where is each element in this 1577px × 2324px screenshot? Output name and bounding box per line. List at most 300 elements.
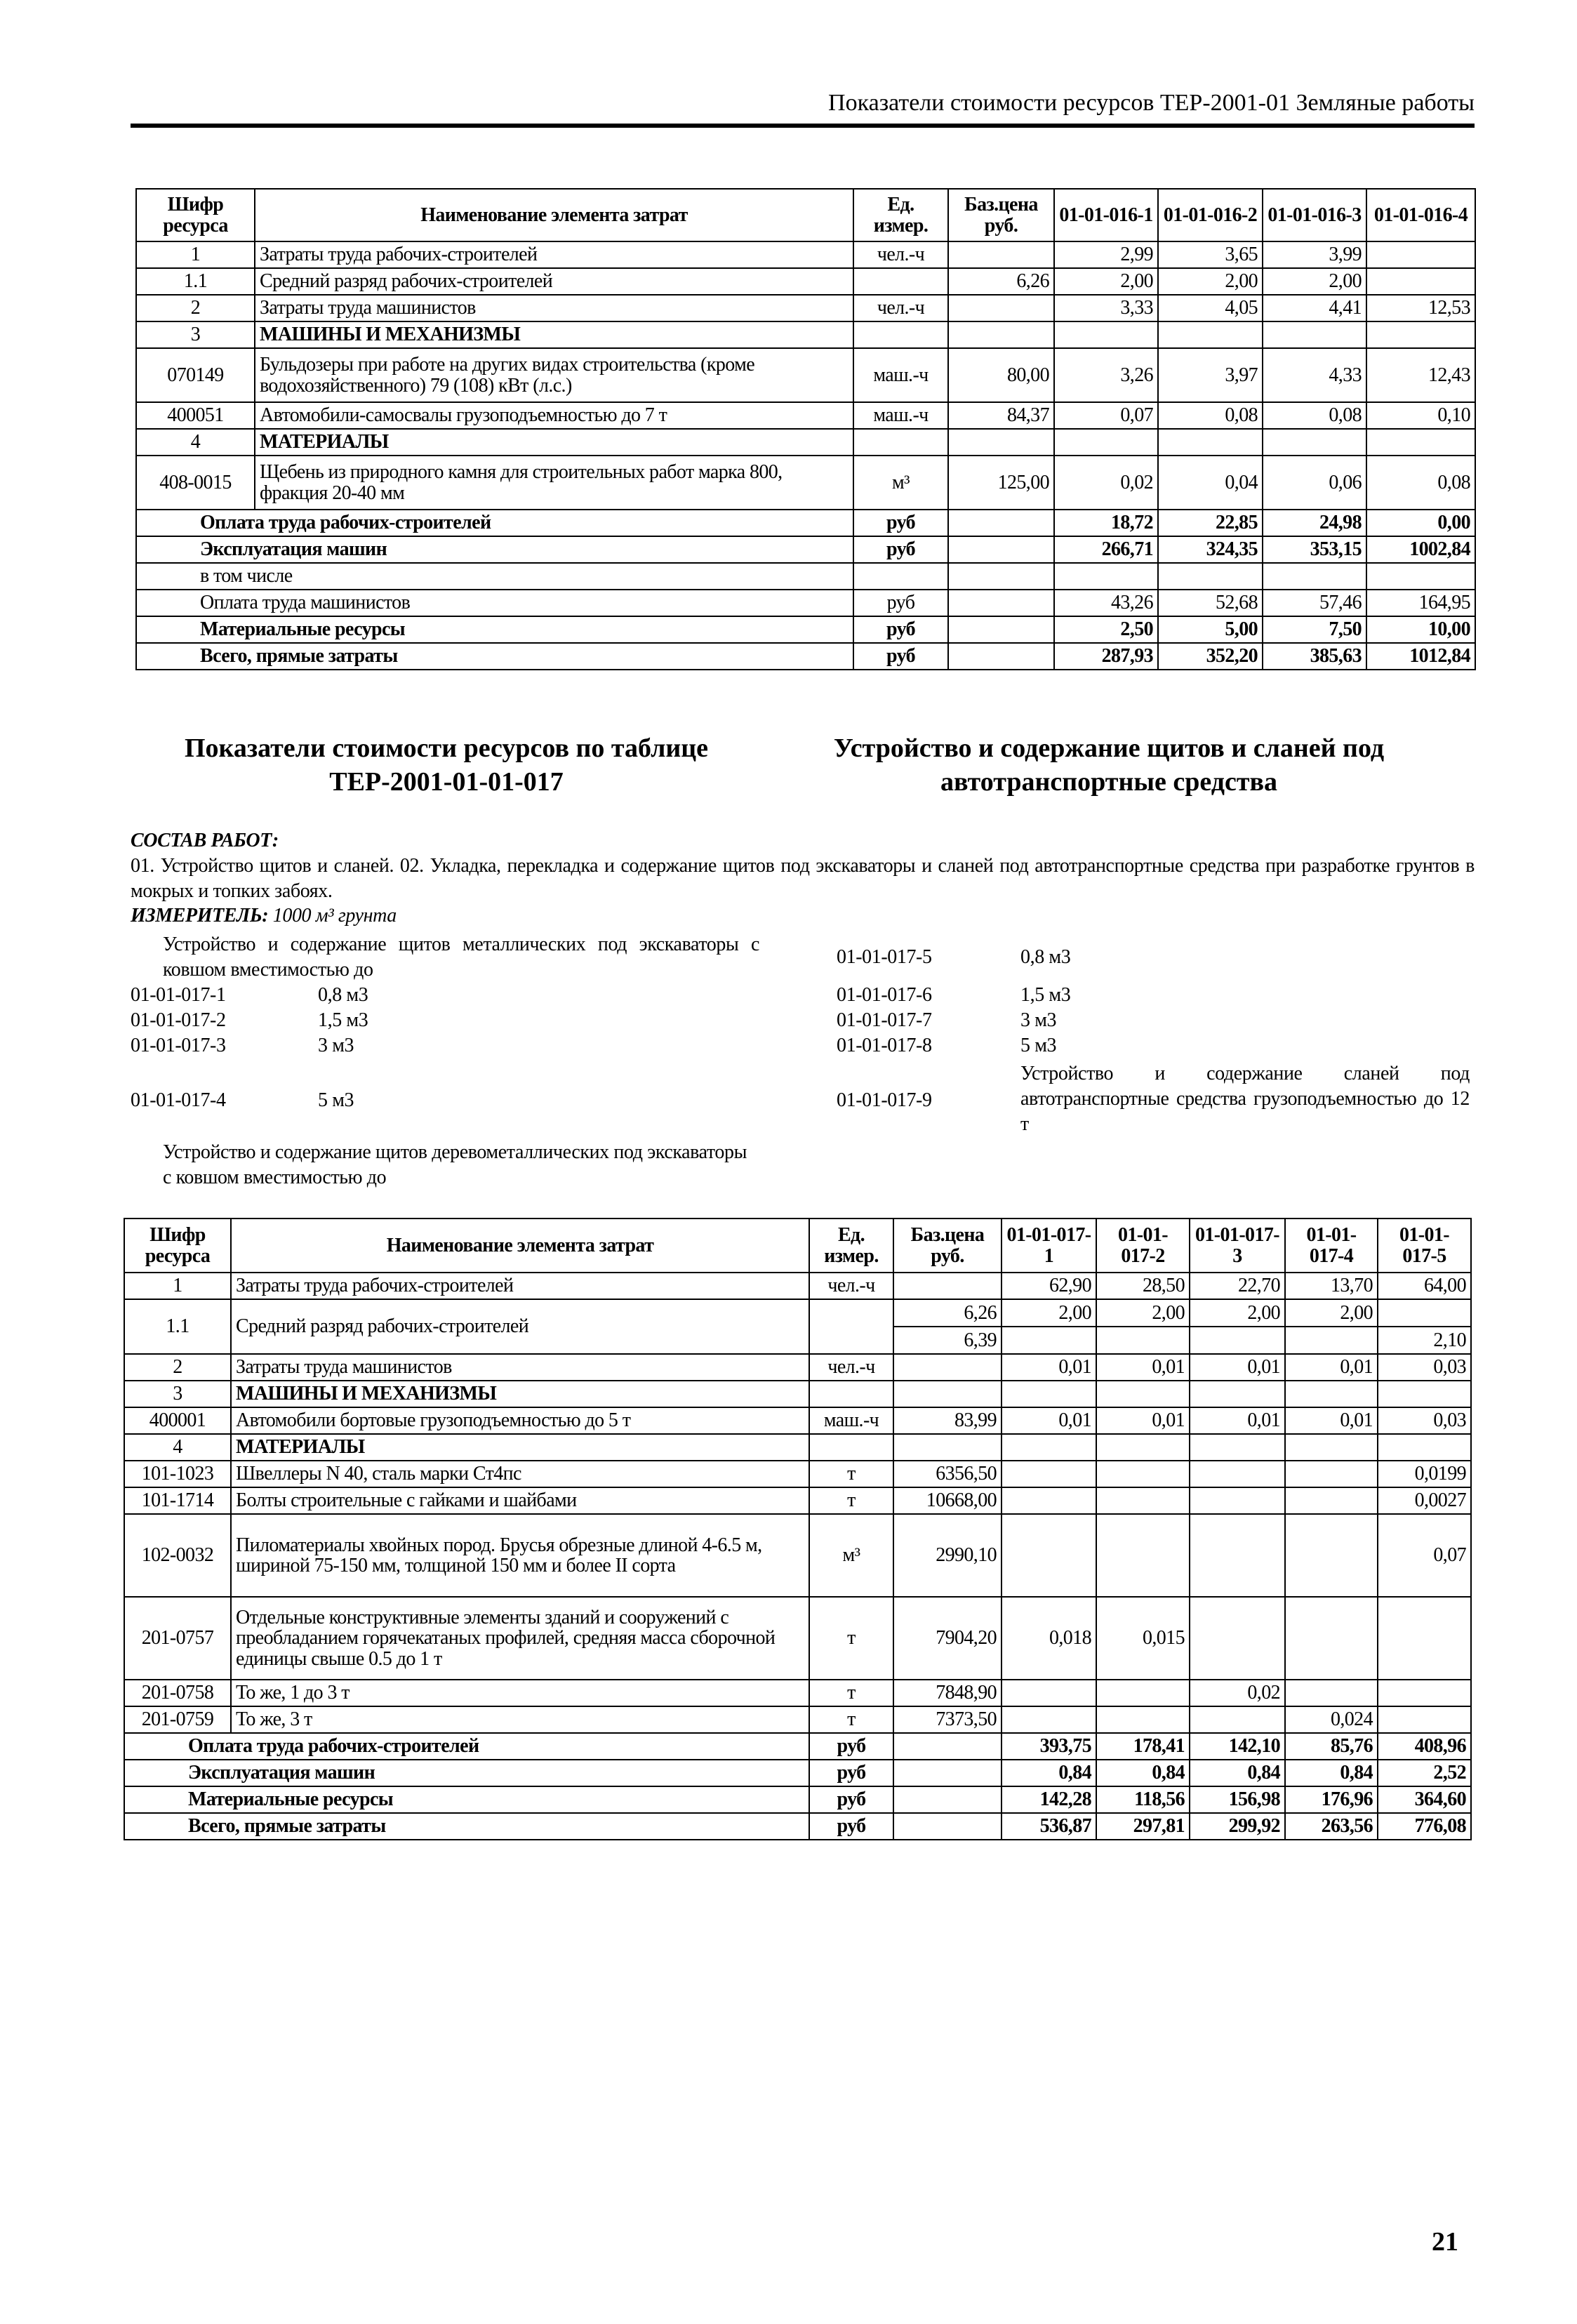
value-cell: 352,20 xyxy=(1158,643,1263,670)
unit: т xyxy=(809,1461,893,1487)
value-cell xyxy=(1054,429,1158,456)
resource-code: 4 xyxy=(124,1434,231,1461)
value-cell: 2,00 xyxy=(1158,268,1263,295)
value-cell: 297,81 xyxy=(1096,1813,1190,1840)
resource-name: МАШИНЫ И МЕХАНИЗМЫ xyxy=(231,1381,809,1407)
value-cell: 0,01 xyxy=(1002,1407,1096,1434)
value-cell: 176,96 xyxy=(1285,1786,1378,1813)
base-price: 6,26 xyxy=(948,268,1054,295)
table-row xyxy=(124,1514,1471,1597)
base-price: 84,37 xyxy=(948,402,1054,429)
value-cell xyxy=(1190,1434,1285,1461)
unit xyxy=(853,268,948,295)
value-cell xyxy=(1285,1434,1378,1461)
column-header: 01-01-017-1 xyxy=(1002,1219,1096,1273)
value-cell: 142,28 xyxy=(1002,1786,1096,1813)
total-label: Эксплуатация машин xyxy=(136,536,853,563)
value-cell xyxy=(1378,1680,1471,1706)
value-cell xyxy=(1096,1706,1190,1733)
value-cell xyxy=(1378,1299,1471,1327)
value-cell xyxy=(1096,1327,1190,1354)
value-cell: 1002,84 xyxy=(1366,536,1475,563)
value-cell xyxy=(1096,1487,1190,1514)
column-header: Ед. измер. xyxy=(809,1219,893,1273)
column-header: Шифр ресурса xyxy=(124,1219,231,1273)
value-cell xyxy=(1285,1327,1378,1354)
resource-code: 3 xyxy=(124,1381,231,1407)
column-header: Ед. измер. xyxy=(853,189,948,241)
base-price xyxy=(948,643,1054,670)
value-cell: 0,84 xyxy=(1285,1760,1378,1786)
total-row xyxy=(136,643,1475,670)
meter-label: ИЗМЕРИТЕЛЬ: xyxy=(131,905,269,927)
section-row xyxy=(124,1381,1471,1407)
value-cell: 22,85 xyxy=(1158,510,1263,536)
value-cell xyxy=(1002,1327,1096,1354)
value-cell xyxy=(1158,563,1263,590)
value-cell: 0,08 xyxy=(1158,402,1263,429)
total-row xyxy=(136,616,1475,643)
table-row xyxy=(136,268,1475,295)
value-cell xyxy=(1190,1487,1285,1514)
meter-value: 1000 м³ грунта xyxy=(272,905,397,927)
value-cell: 263,56 xyxy=(1285,1813,1378,1840)
unit: чел.-ч xyxy=(809,1273,893,1299)
column-header: 01-01-016-1 xyxy=(1054,189,1158,241)
value-cell xyxy=(1158,429,1263,456)
value-cell: 0,07 xyxy=(1054,402,1158,429)
value-cell: 5,00 xyxy=(1158,616,1263,643)
value-cell: 393,75 xyxy=(1002,1733,1096,1760)
value-cell: 85,76 xyxy=(1285,1733,1378,1760)
item-code: 01-01-017-7 xyxy=(837,1009,932,1031)
heading-line: ТЕР-2001-01-01-017 xyxy=(329,767,564,797)
header-row xyxy=(136,189,1475,241)
table-row xyxy=(136,402,1475,429)
value-cell: 0,08 xyxy=(1366,456,1475,510)
value-cell: 178,41 xyxy=(1096,1733,1190,1760)
value-cell: 0,84 xyxy=(1190,1760,1285,1786)
base-price xyxy=(893,1354,1002,1381)
unit: руб xyxy=(853,510,948,536)
column-header: 01-01-017-4 xyxy=(1285,1219,1378,1273)
value-cell xyxy=(1190,1461,1285,1487)
total-label: Материальные ресурсы xyxy=(124,1786,809,1813)
section-row xyxy=(124,1434,1471,1461)
column-header: 01-01-016-4 xyxy=(1366,189,1475,241)
value-cell xyxy=(1285,1381,1378,1407)
column-header: Шифр ресурса xyxy=(136,189,255,241)
value-cell xyxy=(1263,429,1366,456)
value-cell: 64,00 xyxy=(1378,1273,1471,1299)
total-label: Оплата труда рабочих-строителей xyxy=(136,510,853,536)
item-code: 01-01-017-5 xyxy=(837,946,932,968)
value-cell: 0,01 xyxy=(1285,1354,1378,1381)
item-code: 01-01-017-9 xyxy=(837,1089,932,1111)
total-row xyxy=(124,1786,1471,1813)
value-cell: 1012,84 xyxy=(1366,643,1475,670)
value-cell: 0,04 xyxy=(1158,456,1263,510)
value-cell: 2,99 xyxy=(1054,241,1158,268)
unit: т xyxy=(809,1597,893,1680)
base-price xyxy=(893,1760,1002,1786)
value-cell: 0,06 xyxy=(1263,456,1366,510)
page-number: 21 xyxy=(1432,2227,1458,2257)
composition-label: СОСТАВ РАБОТ: xyxy=(131,830,279,851)
value-cell xyxy=(1190,1381,1285,1407)
value-cell: 2,52 xyxy=(1378,1760,1471,1786)
value-cell: 4,05 xyxy=(1158,295,1263,321)
value-cell: 287,93 xyxy=(1054,643,1158,670)
total-label: Оплата труда машинистов xyxy=(136,590,853,616)
value-cell: 12,43 xyxy=(1366,348,1475,402)
item-value: 3 м3 xyxy=(1020,1009,1057,1031)
table-row xyxy=(124,1407,1471,1434)
unit: маш.-ч xyxy=(853,348,948,402)
group3-title: Устройство и содержание сланей под автотранспортные средства грузоподъемностью до 12 т xyxy=(1020,1063,1470,1135)
value-cell xyxy=(1002,1381,1096,1407)
resource-name: Затраты труда рабочих-строителей xyxy=(255,241,853,268)
value-cell xyxy=(1378,1434,1471,1461)
section-row xyxy=(136,429,1475,456)
item-value: 0,8 м3 xyxy=(318,984,368,1006)
value-cell: 0,015 xyxy=(1096,1597,1190,1680)
value-cell: 0,0199 xyxy=(1378,1461,1471,1487)
value-cell: 156,98 xyxy=(1190,1786,1285,1813)
base-price: 7848,90 xyxy=(893,1680,1002,1706)
value-cell xyxy=(1096,1434,1190,1461)
total-label: Материальные ресурсы xyxy=(136,616,853,643)
value-cell: 385,63 xyxy=(1263,643,1366,670)
resource-name: Пиломатериалы хвойных пород. Брусья обрезные длиной 4-6.5 м, шириной 75-150 мм, толщиной 150 мм и более II сорта xyxy=(231,1514,809,1597)
value-cell: 0,01 xyxy=(1285,1407,1378,1434)
unit xyxy=(853,429,948,456)
value-cell: 0,00 xyxy=(1366,510,1475,536)
value-cell xyxy=(1002,1487,1096,1514)
value-cell: 299,92 xyxy=(1190,1813,1285,1840)
value-cell xyxy=(1263,321,1366,348)
value-cell xyxy=(1263,563,1366,590)
unit: руб xyxy=(853,590,948,616)
value-cell xyxy=(1096,1381,1190,1407)
value-cell: 0,03 xyxy=(1378,1407,1471,1434)
base-price xyxy=(948,536,1054,563)
resource-name: МАШИНЫ И МЕХАНИЗМЫ xyxy=(255,321,853,348)
unit xyxy=(809,1434,893,1461)
header-rule xyxy=(131,124,1475,128)
item-code: 01-01-017-3 xyxy=(131,1035,226,1056)
unit: чел.-ч xyxy=(809,1354,893,1381)
value-cell xyxy=(1366,321,1475,348)
total-row xyxy=(136,536,1475,563)
resource-code: 2 xyxy=(136,295,255,321)
unit: маш.-ч xyxy=(853,402,948,429)
value-cell: 3,65 xyxy=(1158,241,1263,268)
item-code: 01-01-017-2 xyxy=(131,1009,226,1031)
value-cell: 10,00 xyxy=(1366,616,1475,643)
value-cell: 57,46 xyxy=(1263,590,1366,616)
value-cell xyxy=(1158,321,1263,348)
resource-code: 408-0015 xyxy=(136,456,255,510)
column-header: 01-01-017-5 xyxy=(1378,1219,1471,1273)
table-row xyxy=(136,241,1475,268)
heading-line: автотранспортные средства xyxy=(940,767,1278,797)
item-code: 01-01-017-6 xyxy=(837,984,932,1006)
total-label: Всего, прямые затраты xyxy=(124,1813,809,1840)
value-cell xyxy=(1366,241,1475,268)
value-cell: 0,024 xyxy=(1285,1706,1378,1733)
unit: м³ xyxy=(809,1514,893,1597)
base-price xyxy=(948,241,1054,268)
base-price xyxy=(948,429,1054,456)
item-code: 01-01-017-8 xyxy=(837,1035,932,1056)
value-cell: 324,35 xyxy=(1158,536,1263,563)
value-cell: 24,98 xyxy=(1263,510,1366,536)
item-code: 01-01-017-4 xyxy=(131,1089,226,1111)
base-price xyxy=(893,1434,1002,1461)
unit: чел.-ч xyxy=(853,241,948,268)
base-price xyxy=(893,1813,1002,1840)
table-row xyxy=(136,295,1475,321)
unit: руб xyxy=(853,536,948,563)
unit xyxy=(809,1381,893,1407)
value-cell: 22,70 xyxy=(1190,1273,1285,1299)
value-cell xyxy=(1366,563,1475,590)
unit xyxy=(853,321,948,348)
value-cell: 0,018 xyxy=(1002,1597,1096,1680)
total-row xyxy=(124,1813,1471,1840)
unit: т xyxy=(809,1680,893,1706)
unit: руб xyxy=(809,1760,893,1786)
total-row xyxy=(124,1733,1471,1760)
resource-code: 1 xyxy=(136,241,255,268)
base-price xyxy=(893,1733,1002,1760)
resource-code: 201-0759 xyxy=(124,1706,231,1733)
value-cell xyxy=(1190,1597,1285,1680)
resource-code: 1.1 xyxy=(124,1299,231,1354)
value-cell xyxy=(1002,1706,1096,1733)
total-row xyxy=(136,510,1475,536)
value-cell: 0,84 xyxy=(1002,1760,1096,1786)
column-header: Баз.цена руб. xyxy=(948,189,1054,241)
value-cell: 3,99 xyxy=(1263,241,1366,268)
value-cell xyxy=(1285,1597,1378,1680)
resource-code: 400051 xyxy=(136,402,255,429)
table-row xyxy=(136,348,1475,402)
table-row xyxy=(124,1354,1471,1381)
column-header: Наименование элемента затрат xyxy=(231,1219,809,1273)
item-code: 01-01-017-1 xyxy=(131,984,226,1006)
value-cell: 62,90 xyxy=(1002,1273,1096,1299)
value-cell: 0,84 xyxy=(1096,1760,1190,1786)
base-price: 83,99 xyxy=(893,1407,1002,1434)
heading-line: Показатели стоимости ресурсов по таблице xyxy=(184,733,709,763)
value-cell: 0,02 xyxy=(1054,456,1158,510)
resource-name: МАТЕРИАЛЫ xyxy=(231,1434,809,1461)
value-cell: 118,56 xyxy=(1096,1786,1190,1813)
table-row xyxy=(124,1706,1471,1733)
table-row xyxy=(124,1597,1471,1680)
resource-name: Щебень из природного камня для строительных работ марка 800, фракция 20-40 мм xyxy=(255,456,853,510)
value-cell: 2,10 xyxy=(1378,1327,1471,1354)
total-label: в том числе xyxy=(136,563,853,590)
value-cell: 536,87 xyxy=(1002,1813,1096,1840)
value-cell: 0,08 xyxy=(1263,402,1366,429)
resource-name: Затраты труда машинистов xyxy=(255,295,853,321)
unit: т xyxy=(809,1487,893,1514)
resource-code: 201-0758 xyxy=(124,1680,231,1706)
resource-name: Затраты труда машинистов xyxy=(231,1354,809,1381)
base-price: 2990,10 xyxy=(893,1514,1002,1597)
value-cell: 3,33 xyxy=(1054,295,1158,321)
value-cell xyxy=(1285,1680,1378,1706)
value-cell: 18,72 xyxy=(1054,510,1158,536)
value-cell xyxy=(1054,563,1158,590)
group2-title: Устройство и содержание щитов деревометаллических под экскаваторы с ковшом вместимостью до xyxy=(163,1141,747,1188)
section-row xyxy=(136,321,1475,348)
base-price xyxy=(893,1273,1002,1299)
value-cell xyxy=(1378,1381,1471,1407)
base-price xyxy=(948,321,1054,348)
base-price xyxy=(948,590,1054,616)
item-value: 0,8 м3 xyxy=(1020,946,1071,968)
resource-code: 102-0032 xyxy=(124,1514,231,1597)
base-price: 7904,20 xyxy=(893,1597,1002,1680)
heading-line: Устройство и содержание щитов и сланей под xyxy=(833,733,1385,763)
base-price: 125,00 xyxy=(948,456,1054,510)
total-row xyxy=(136,563,1475,590)
base-price xyxy=(893,1786,1002,1813)
resource-code: 4 xyxy=(136,429,255,456)
meter-line xyxy=(131,903,397,929)
unit: руб xyxy=(809,1733,893,1760)
resource-name: Отдельные конструктивные элементы зданий и сооружений с преобладанием горячекатаных профилей, средняя масса сборочной единицы свыше 0.5 до 1 т xyxy=(231,1597,809,1680)
value-cell xyxy=(1002,1434,1096,1461)
resource-cost-table-016 xyxy=(135,188,1476,670)
value-cell: 52,68 xyxy=(1158,590,1263,616)
unit: маш.-ч xyxy=(809,1407,893,1434)
resource-name: Автомобили бортовые грузоподъемностью до 5 т xyxy=(231,1407,809,1434)
value-cell xyxy=(1054,321,1158,348)
resource-name: Болты строительные с гайками и шайбами xyxy=(231,1487,809,1514)
resource-name: Средний разряд рабочих-строителей xyxy=(231,1299,809,1354)
value-cell: 0,01 xyxy=(1190,1354,1285,1381)
resource-code: 3 xyxy=(136,321,255,348)
unit: чел.-ч xyxy=(853,295,948,321)
resource-code: 2 xyxy=(124,1354,231,1381)
column-header: 01-01-016-2 xyxy=(1158,189,1263,241)
value-cell: 0,03 xyxy=(1378,1354,1471,1381)
resource-name: Автомобили-самосвалы грузоподъемностью до 7 т xyxy=(255,402,853,429)
resource-name: Затраты труда рабочих-строителей xyxy=(231,1273,809,1299)
value-cell xyxy=(1378,1706,1471,1733)
value-cell xyxy=(1002,1680,1096,1706)
value-cell: 4,41 xyxy=(1263,295,1366,321)
value-cell: 3,26 xyxy=(1054,348,1158,402)
column-header: 01-01-017-2 xyxy=(1096,1219,1190,1273)
value-cell: 353,15 xyxy=(1263,536,1366,563)
value-cell: 28,50 xyxy=(1096,1273,1190,1299)
value-cell: 0,01 xyxy=(1002,1354,1096,1381)
table-row xyxy=(124,1487,1471,1514)
unit: руб xyxy=(809,1786,893,1813)
value-cell xyxy=(1096,1514,1190,1597)
resource-name: То же, 3 т xyxy=(231,1706,809,1733)
value-cell xyxy=(1285,1514,1378,1597)
total-row xyxy=(124,1760,1471,1786)
resource-code: 400001 xyxy=(124,1407,231,1434)
value-cell: 2,00 xyxy=(1263,268,1366,295)
resource-code: 101-1714 xyxy=(124,1487,231,1514)
column-header: Наименование элемента затрат xyxy=(255,189,853,241)
resource-name: Бульдозеры при работе на других видах строительства (кроме водохозяйственного) 79 (108) кВт (л.с.) xyxy=(255,348,853,402)
value-cell xyxy=(1002,1514,1096,1597)
column-header: 01-01-017-3 xyxy=(1190,1219,1285,1273)
item-value: 1,5 м3 xyxy=(318,1009,368,1031)
resource-name: То же, 1 до 3 т xyxy=(231,1680,809,1706)
value-cell: 2,00 xyxy=(1096,1299,1190,1327)
value-cell: 266,71 xyxy=(1054,536,1158,563)
value-cell: 364,60 xyxy=(1378,1786,1471,1813)
composition-text: 01. Устройство щитов и сланей. 02. Укладка, перекладка и содержание щитов под экскаваторы и сланей под автотранспортные средства при разработке грунтов в мокрых и топких забоях. xyxy=(131,855,1475,902)
total-label: Оплата труда рабочих-строителей xyxy=(124,1733,809,1760)
resource-code: 1.1 xyxy=(136,268,255,295)
running-header: Показатели стоимости ресурсов ТЕР-2001-01 Земляные работы xyxy=(828,90,1475,116)
value-cell: 0,01 xyxy=(1096,1354,1190,1381)
total-label: Всего, прямые затраты xyxy=(136,643,853,670)
value-cell: 0,10 xyxy=(1366,402,1475,429)
column-header: 01-01-016-3 xyxy=(1263,189,1366,241)
section-heading-right xyxy=(786,731,1432,799)
base-price xyxy=(893,1381,1002,1407)
value-cell xyxy=(1190,1706,1285,1733)
base-price xyxy=(948,616,1054,643)
unit xyxy=(809,1299,893,1354)
value-cell xyxy=(1096,1461,1190,1487)
unit: м³ xyxy=(853,456,948,510)
base-price: 6356,50 xyxy=(893,1461,1002,1487)
table-row xyxy=(124,1273,1471,1299)
resource-code: 201-0757 xyxy=(124,1597,231,1680)
value-cell: 2,00 xyxy=(1002,1299,1096,1327)
table-row xyxy=(124,1680,1471,1706)
value-cell: 164,95 xyxy=(1366,590,1475,616)
value-cell: 0,07 xyxy=(1378,1514,1471,1597)
item-value: 3 м3 xyxy=(318,1035,354,1056)
base-price xyxy=(948,510,1054,536)
table-row xyxy=(136,456,1475,510)
value-cell: 43,26 xyxy=(1054,590,1158,616)
resource-name: МАТЕРИАЛЫ xyxy=(255,429,853,456)
section-heading-left xyxy=(131,731,762,799)
table-row xyxy=(124,1461,1471,1487)
value-cell: 2,00 xyxy=(1054,268,1158,295)
item-value: 5 м3 xyxy=(1020,1035,1057,1056)
column-header: Баз.цена руб. xyxy=(893,1219,1002,1273)
header-row xyxy=(124,1219,1471,1273)
item-value: 1,5 м3 xyxy=(1020,984,1071,1006)
value-cell xyxy=(1002,1461,1096,1487)
total-row xyxy=(136,590,1475,616)
value-cell: 2,50 xyxy=(1054,616,1158,643)
value-cell xyxy=(1366,268,1475,295)
base-price: 7373,50 xyxy=(893,1706,1002,1733)
value-cell: 2,00 xyxy=(1285,1299,1378,1327)
value-cell xyxy=(1366,429,1475,456)
resource-code: 070149 xyxy=(136,348,255,402)
value-cell xyxy=(1190,1327,1285,1354)
base-price xyxy=(948,563,1054,590)
